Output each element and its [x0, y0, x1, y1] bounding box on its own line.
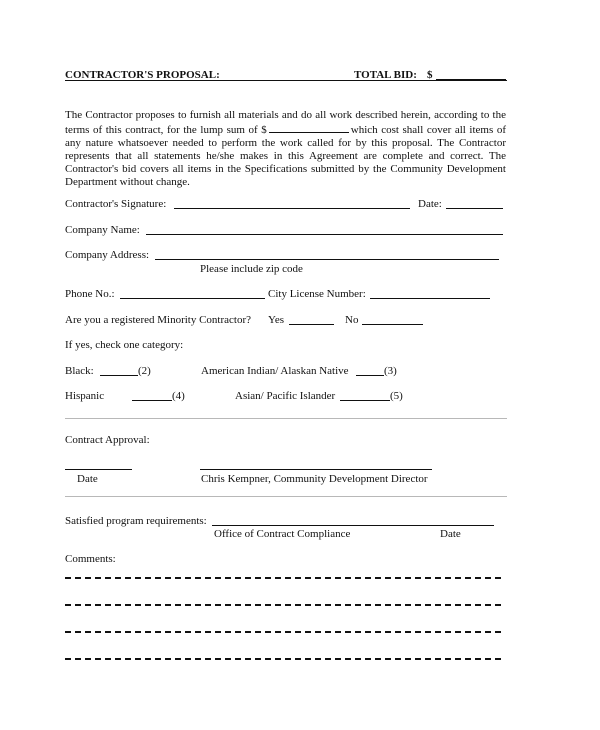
category-hispanic-num: (4) [172, 390, 185, 402]
category-american-indian-field[interactable] [356, 375, 384, 376]
category-black-field[interactable] [100, 375, 138, 376]
license-field[interactable] [370, 298, 490, 299]
no-field[interactable] [362, 324, 423, 325]
lump-sum-field[interactable] [269, 122, 349, 133]
section-divider-2 [65, 496, 507, 497]
company-address-field[interactable] [155, 259, 499, 260]
no-label: No [345, 314, 359, 326]
intro-text-2: which cost shall cover all items of any nature whatsoever needed to perform the work called for by this proposal. The Contractor represents that all statements he/she makes in this Agreement are complete and correct. The Contractor's bid covers all items in the Specifications submitted by the Community Development Department without change. [65, 124, 507, 188]
category-asian-num: (5) [390, 390, 403, 402]
date-field[interactable] [446, 208, 503, 209]
approval-date-field[interactable] [65, 469, 132, 470]
phone-label: Phone No.: [65, 288, 115, 300]
intro-text-1: The Contractor proposes to furnish all materials and do all work described herein, according to the terms of this contract, for the lump sum of $ [65, 109, 506, 136]
category-hispanic-label: Hispanic [65, 390, 105, 402]
intro-paragraph [65, 109, 506, 189]
category-american-indian-label: American Indian/ Alaskan Native [201, 365, 349, 377]
category-asian-label: Asian/ Pacific Islander [235, 390, 336, 402]
category-prompt: If yes, check one category: [65, 339, 184, 351]
compliance-date-label: Date [440, 528, 461, 540]
date-label: Date: [418, 198, 442, 210]
form-title: CONTRACTOR'S PROPOSAL: [65, 69, 220, 81]
comment-line[interactable] [65, 631, 501, 633]
company-address-label: Company Address: [65, 249, 150, 261]
company-name-field[interactable] [146, 234, 503, 235]
comments-label: Comments: [65, 553, 116, 565]
category-asian-field[interactable] [340, 400, 390, 401]
header-rule [65, 80, 507, 81]
category-american-indian-num: (3) [384, 365, 397, 377]
satisfied-label: Satisfied program requirements: [65, 515, 207, 527]
category-black-label: Black: [65, 365, 94, 377]
compliance-signature-field[interactable] [212, 525, 494, 526]
contract-approval-label: Contract Approval: [65, 434, 150, 446]
company-name-label: Company Name: [65, 224, 140, 236]
license-label: City License Number: [268, 288, 366, 300]
signature-field[interactable] [174, 208, 410, 209]
phone-field[interactable] [120, 298, 265, 299]
category-black-num: (2) [138, 365, 151, 377]
yes-label: Yes [268, 314, 285, 326]
total-bid-field[interactable] [436, 79, 506, 80]
comment-line[interactable] [65, 658, 501, 660]
total-bid-dollar: $ [427, 69, 433, 81]
comment-line[interactable] [65, 604, 501, 606]
office-label: Office of Contract Compliance [214, 528, 351, 540]
comment-line[interactable] [65, 577, 501, 579]
minority-question: Are you a registered Minority Contractor? [65, 314, 252, 326]
approval-date-label: Date [77, 473, 98, 485]
total-bid-label: TOTAL BID: [354, 69, 417, 81]
director-label: Chris Kempner, Community Development Director [201, 473, 428, 485]
category-hispanic-field[interactable] [132, 400, 172, 401]
section-divider [65, 418, 507, 419]
zip-note: Please include zip code [200, 263, 303, 275]
signature-label: Contractor's Signature: [65, 198, 167, 210]
yes-field[interactable] [289, 324, 334, 325]
director-signature-field[interactable] [200, 469, 432, 470]
